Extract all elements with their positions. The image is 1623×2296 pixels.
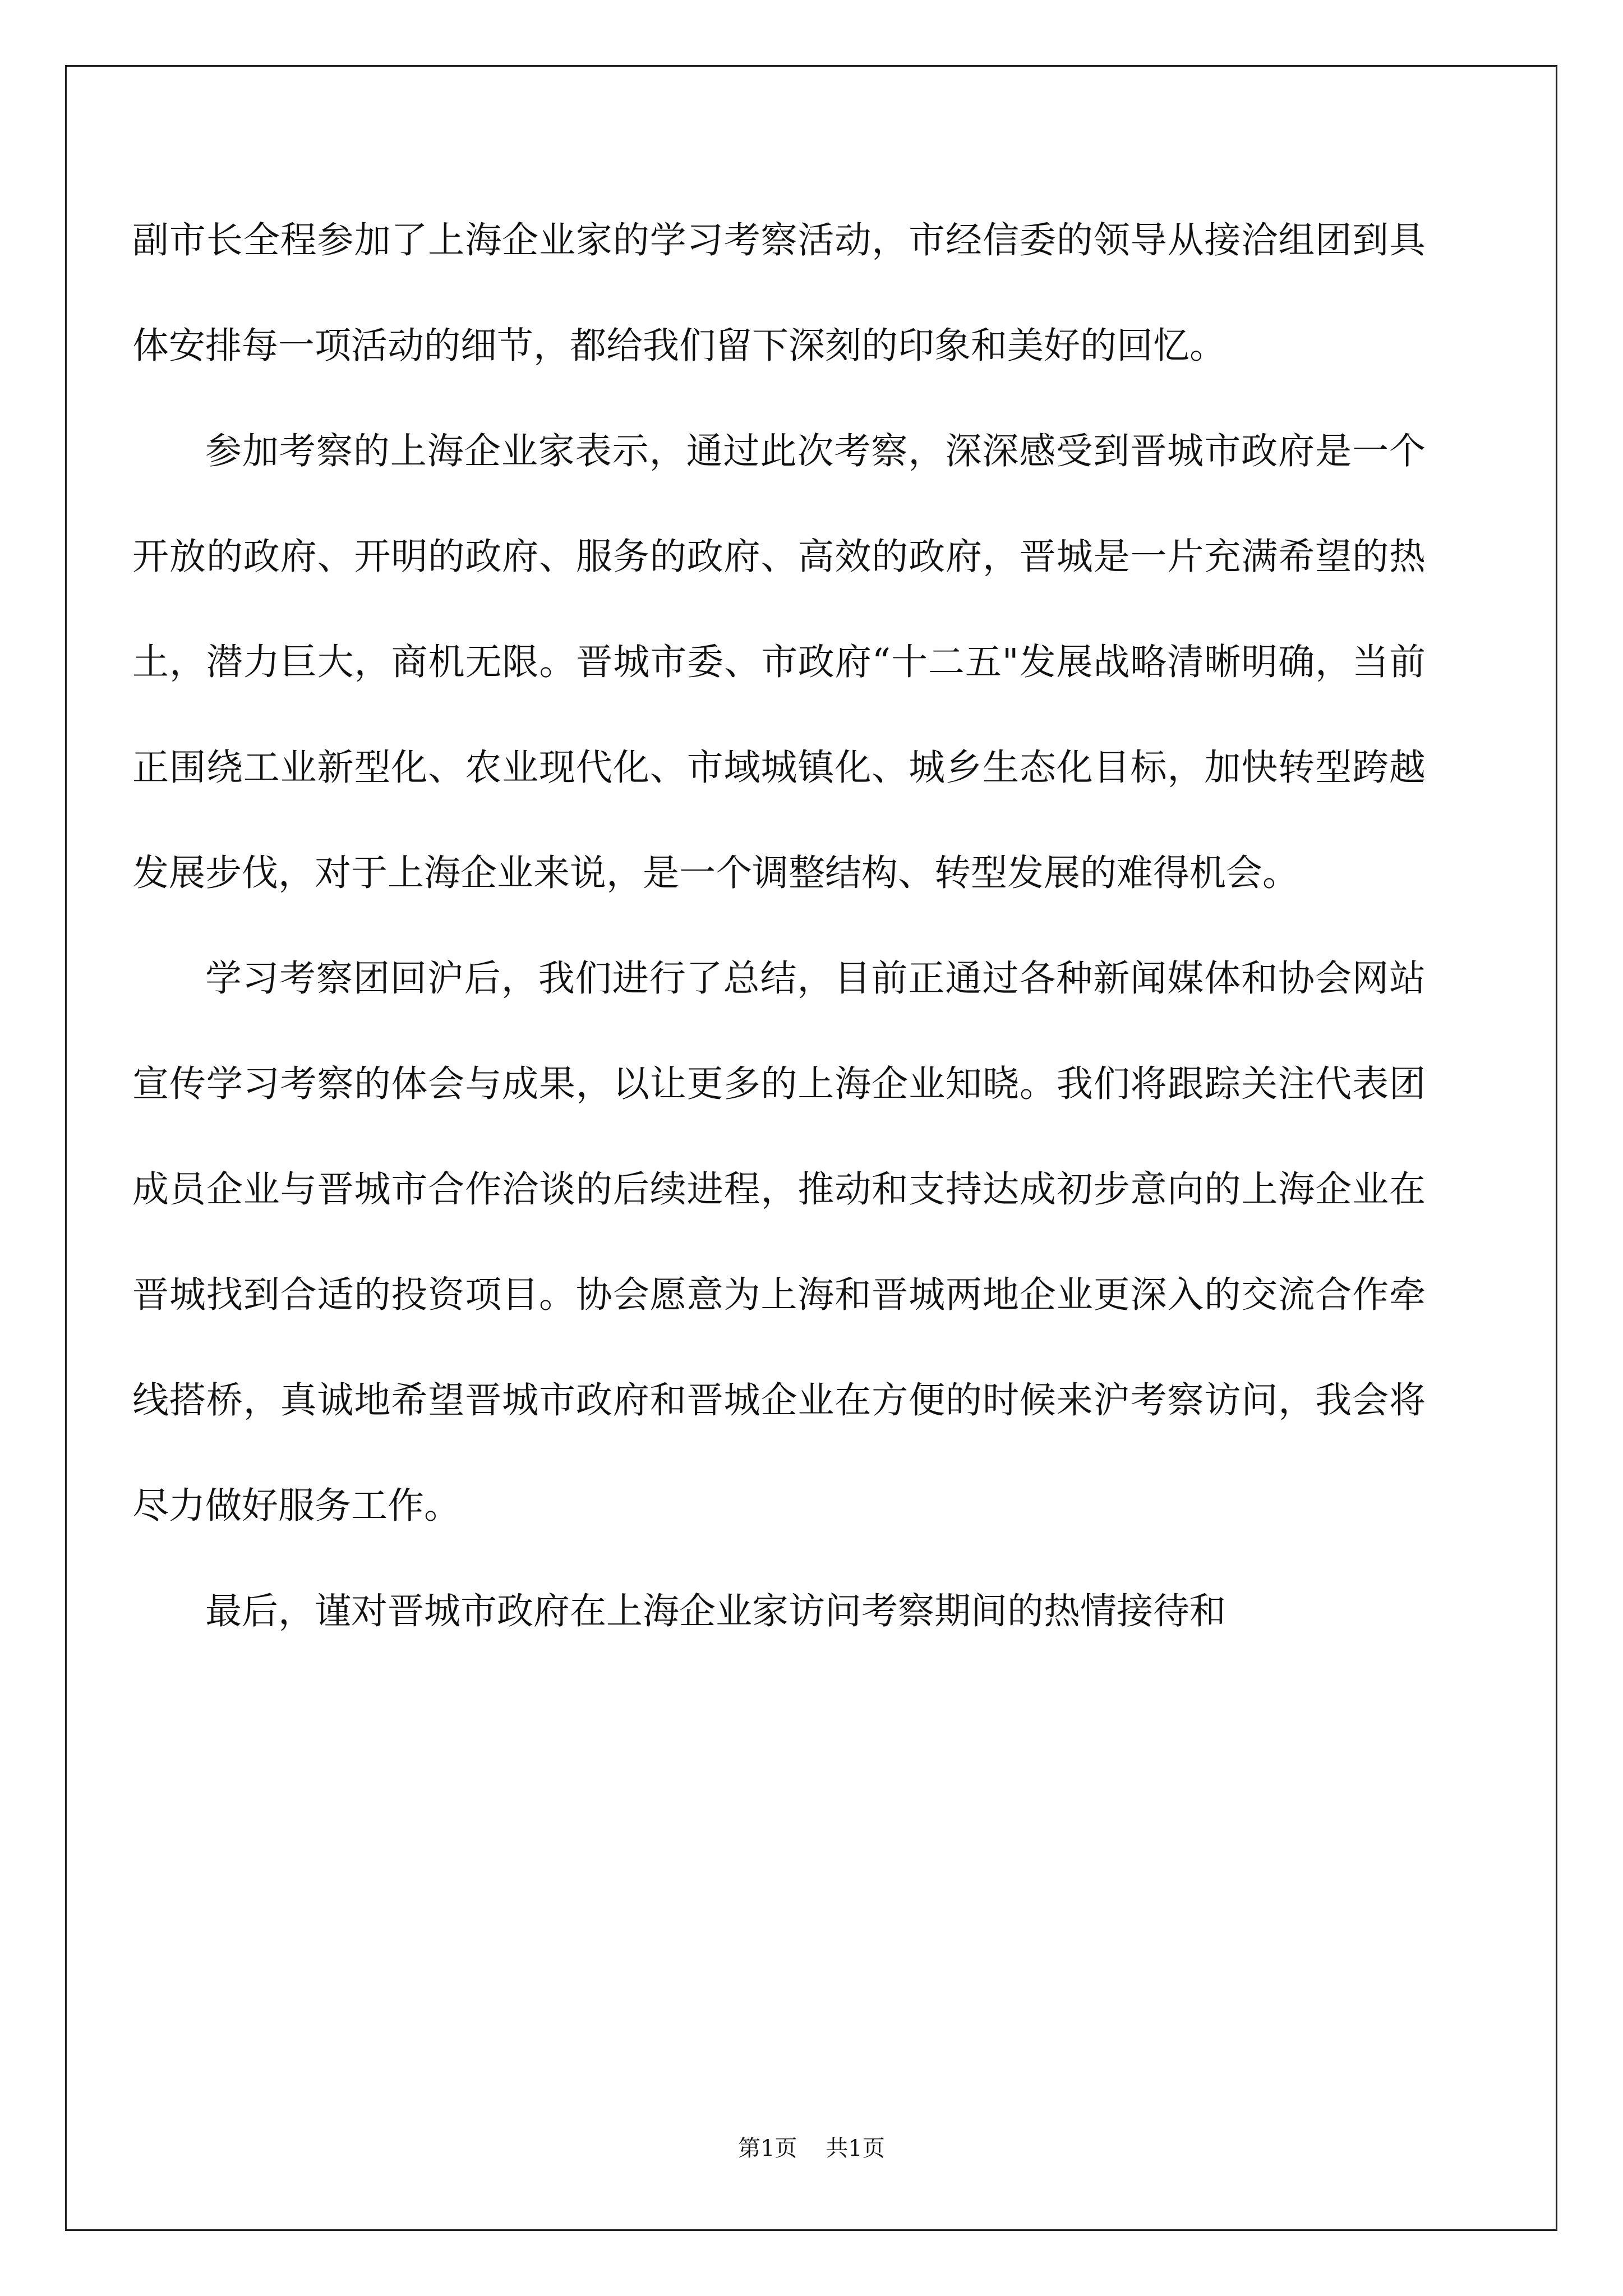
paragraph-3: 学习考察团回沪后，我们进行了总结，目前正通过各种新闻媒体和协会网站宣传学习考察的体会与成果，以让更多的上海企业知晓。我们将跟踪关注代表团成员企业与晋城市合作洽谈的后续进程，推动和支持达成初步意向的上海企业在晋城找到合适的投资项目。协会愿意为上海和晋城两地企业更深入的交流合作牵线搭桥，真诚地希望晋城市政府和晋城企业在方便的时候来沪考察访问，我会将尽力做好服务工作。 <box>132 958 1426 1527</box>
paragraph-2: 参加考察的上海企业家表示，通过此次考察，深深感受到晋城市政府是一个开放的政府、开明的政府、服务的政府、高效的政府，晋城是一片充满希望的热土，潜力巨大，商机无限。晋城市委、市政府“十二五"发展战略清晰明确，当前正围绕工业新型化、农业现代化、市域城镇化、城乡生态化目标，加快转型跨越发展步伐，对于上海企业来说，是一个调整结构、转型发展的难得机会。 <box>132 430 1426 894</box>
page-number: 第1页 <box>738 2136 797 2161</box>
page-total: 共1页 <box>826 2136 885 2161</box>
document-body <box>132 188 1426 1664</box>
paragraph-4: 最后，谨对晋城市政府在上海企业家访问考察期间的热情接待和 <box>205 1590 1227 1632</box>
page-footer <box>0 2132 1623 2165</box>
paragraph-1: 副市长全程参加了上海企业家的学习考察活动，市经信委的领导从接洽组团到具体安排每一项活动的细节，都给我们留下深刻的印象和美好的回忆。 <box>132 219 1426 367</box>
footer-spacer <box>797 2136 826 2161</box>
